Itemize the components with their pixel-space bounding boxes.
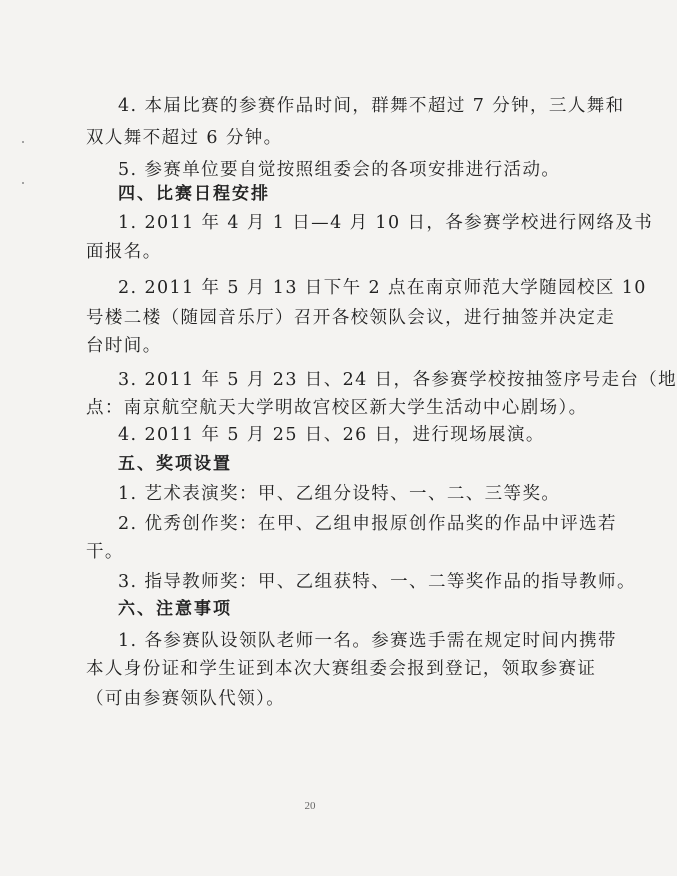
award-3: 3. 指导教师奖：甲、乙组获特、一、二等奖作品的指导教师。	[118, 572, 636, 592]
schedule-3-line-1: 3. 2011 年 5 月 23 日、24 日，各参赛学校按抽签序号走台（地	[118, 370, 677, 390]
award-2-line-2: 干。	[86, 542, 124, 562]
page-number: 20	[304, 800, 316, 812]
rule-5: 5. 参赛单位要自觉按照组委会的各项安排进行活动。	[118, 160, 561, 180]
schedule-2-line-1: 2. 2011 年 5 月 13 日下午 2 点在南京师范大学随园校区 10	[118, 278, 647, 298]
award-1: 1. 艺术表演奖：甲、乙组分设特、一、二、三等奖。	[118, 484, 561, 504]
note-1-line-3: （可由参赛领队代领）。	[86, 689, 286, 709]
rule-4-line-2: 双人舞不超过 6 分钟。	[86, 128, 283, 148]
rule-4-line-1: 4. 本届比赛的参赛作品时间，群舞不超过 7 分钟，三人舞和	[118, 96, 625, 116]
schedule-2-line-3: 台时间。	[86, 336, 162, 356]
section-heading-awards: 五、奖项设置	[118, 454, 232, 474]
scan-speck	[22, 141, 24, 143]
schedule-1-line-2: 面报名。	[86, 242, 162, 262]
note-1-line-2: 本人身份证和学生证到本次大赛组委会报到登记，领取参赛证	[86, 659, 597, 679]
scan-speck	[22, 182, 24, 184]
schedule-3-line-2: 点：南京航空航天大学明故宫校区新大学生活动中心剧场）。	[86, 398, 588, 418]
award-2-line-1: 2. 优秀创作奖：在甲、乙组申报原创作品奖的作品中评选若	[118, 514, 617, 534]
note-1-line-1: 1. 各参赛队设领队老师一名。参赛选手需在规定时间内携带	[118, 631, 617, 651]
schedule-2-line-2: 号楼二楼（随园音乐厅）召开各校领队会议，进行抽签并决定走	[86, 308, 616, 328]
section-heading-schedule: 四、比赛日程安排	[118, 184, 270, 204]
section-heading-notes: 六、注意事项	[118, 599, 232, 619]
schedule-1-line-1: 1. 2011 年 4 月 1 日—4 月 10 日，各参赛学校进行网络及书	[118, 213, 654, 233]
schedule-4: 4. 2011 年 5 月 25 日、26 日，进行现场展演。	[118, 425, 545, 445]
